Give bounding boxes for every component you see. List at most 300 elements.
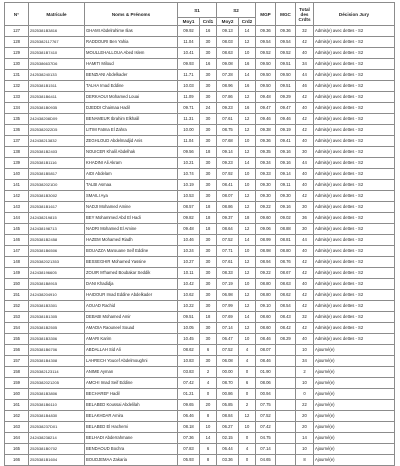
cell-decision: Ajourné(e)	[314, 422, 395, 433]
cell-crd1: 0	[200, 389, 217, 400]
cell-num: 146	[5, 235, 29, 246]
cell-name: BECHAREF Hadil	[85, 389, 178, 400]
cell-crd1: 30	[200, 158, 217, 169]
cell-crd1: 30	[200, 235, 217, 246]
cell-num: 147	[5, 246, 29, 257]
results-table	[4, 2, 395, 466]
col-header-mgc: MGC	[276, 3, 296, 26]
cell-mgp: 09.36	[256, 136, 276, 147]
cell-moy1: 07.83	[178, 444, 200, 455]
cell-decision: Ajourné(e)	[314, 367, 395, 378]
cell-total-credits: 22	[296, 400, 314, 411]
cell-moy1: 10.24	[178, 246, 200, 257]
cell-crd1: 16	[200, 26, 217, 37]
cell-name: BOUAZZA Marouane Seif Eddine	[85, 246, 178, 257]
cell-moy2: 09.14	[217, 147, 239, 158]
table-row	[5, 70, 395, 81]
cell-mgc: 09.54	[276, 37, 296, 48]
cell-moy2: 06.47	[217, 334, 239, 345]
cell-moy1: 09.65	[178, 400, 200, 411]
table-row	[5, 367, 395, 378]
cell-total-credits: 42	[296, 191, 314, 202]
table-row	[5, 246, 395, 257]
cell-matricule: 2525381B0702	[29, 444, 85, 455]
table-row	[5, 26, 395, 37]
cell-moy2: 07.92	[217, 169, 239, 180]
table-row	[5, 422, 395, 433]
cell-crd2: 0	[239, 455, 256, 466]
cell-total-credits: 40	[296, 103, 314, 114]
cell-num: 166	[5, 455, 29, 466]
cell-crd1: 30	[200, 334, 217, 345]
cell-moy1: 09.56	[178, 147, 200, 158]
cell-mgp: 09.35	[256, 147, 276, 158]
cell-moy1: 08.18	[178, 422, 200, 433]
cell-matricule: 2525381B2458	[29, 235, 85, 246]
cell-mgc: 09.51	[276, 81, 296, 92]
cell-num: 129	[5, 48, 29, 59]
cell-matricule: 2525382021205	[29, 378, 85, 389]
cell-mgc	[276, 367, 296, 378]
cell-decision: Ajourné(e)	[314, 389, 395, 400]
cell-mgp: 09.50	[256, 81, 276, 92]
table-row	[5, 158, 395, 169]
cell-mgp: 08.07	[256, 345, 276, 356]
table-row	[5, 147, 395, 158]
cell-num: 136	[5, 125, 29, 136]
cell-matricule: 2525381B1116	[29, 158, 85, 169]
table-row	[5, 48, 395, 59]
cell-mgc: 09.50	[276, 70, 296, 81]
cell-mgc: 09.30	[276, 191, 296, 202]
table-row	[5, 81, 395, 92]
cell-moy1: 01.21	[178, 389, 200, 400]
cell-moy1: 11.04	[178, 136, 200, 147]
cell-num: 165	[5, 444, 29, 455]
cell-crd1: 14	[200, 433, 217, 444]
table-row	[5, 257, 395, 268]
cell-moy2: 07.61	[217, 114, 239, 125]
cell-mgc: 08.81	[276, 235, 296, 246]
cell-matricule: 2525381B6506	[29, 246, 85, 257]
cell-crd1: 6	[200, 345, 217, 356]
cell-num: 134	[5, 103, 29, 114]
cell-decision: Admis(e) avec dettes - S2	[314, 312, 395, 323]
cell-mgp: 09.47	[256, 103, 276, 114]
cell-matricule: 2525381B1305	[29, 312, 85, 323]
cell-matricule: 2525381B8915	[29, 279, 85, 290]
cell-matricule: 2525381B1604	[29, 455, 85, 466]
col-header-decision: Décision Jury	[314, 3, 395, 26]
col-header-moy2: Moy2	[217, 18, 239, 26]
cell-decision: Admis(e) avec dettes - S2	[314, 92, 395, 103]
cell-mgp: 04.65	[256, 455, 276, 466]
cell-total-credits: 32	[296, 26, 314, 37]
table-row	[5, 191, 395, 202]
cell-moy2: 07.61	[217, 257, 239, 268]
cell-mgc: 09.41	[276, 136, 296, 147]
cell-total-credits: 34	[296, 356, 314, 367]
cell-mgp: 09.54	[256, 37, 276, 48]
cell-moy1: 11.09	[178, 92, 200, 103]
cell-decision: Admis(e) avec dettes - S2	[314, 213, 395, 224]
cell-matricule: 2525381B3806	[29, 389, 85, 400]
cell-moy1: 10.11	[178, 268, 200, 279]
cell-num: 139	[5, 158, 29, 169]
cell-crd1: 30	[200, 125, 217, 136]
cell-moy2: 08.64	[217, 224, 239, 235]
table-row	[5, 301, 395, 312]
cell-matricule: 2525382117767	[29, 37, 85, 48]
cell-crd2: 18	[239, 213, 256, 224]
cell-name: NOUICER Khalil Abdelhak	[85, 147, 178, 158]
cell-decision: Admis(e) avec dettes - S2	[314, 169, 395, 180]
cell-name: BESSEGHIR Mohamed Yassine	[85, 257, 178, 268]
cell-matricule: 242438208D09	[29, 114, 85, 125]
cell-moy2: 05.85	[217, 400, 239, 411]
cell-mgc: 08.80	[276, 246, 296, 257]
table-row	[5, 180, 395, 191]
cell-mgc: 08.63	[276, 279, 296, 290]
cell-crd2: 12	[239, 257, 256, 268]
cell-mgc	[276, 400, 296, 411]
cell-crd1: 10	[200, 422, 217, 433]
cell-moy1: 03.83	[178, 367, 200, 378]
cell-num: 161	[5, 400, 29, 411]
cell-decision: Admis(e) avec dettes - S2	[314, 257, 395, 268]
cell-mgp: 08.60	[256, 323, 276, 334]
cell-total-credits: 0	[296, 389, 314, 400]
cell-decision: Admis(e) avec dettes - S2	[314, 81, 395, 92]
cell-crd1: 30	[200, 48, 217, 59]
cell-name: BELABED Koussai Abdelilah	[85, 400, 178, 411]
table-row	[5, 334, 395, 345]
cell-num: 140	[5, 169, 29, 180]
cell-crd2: 10	[239, 48, 256, 59]
cell-moy1: 08.62	[178, 345, 200, 356]
cell-moy2: 07.19	[217, 279, 239, 290]
cell-mgc: 09.16	[276, 147, 296, 158]
cell-name: BELABED El Hachemi	[85, 422, 178, 433]
cell-matricule: 242438238214	[29, 433, 85, 444]
cell-crd1: 30	[200, 356, 217, 367]
col-header-s2: S2	[217, 3, 256, 18]
cell-crd1: 18	[200, 213, 217, 224]
cell-mgc: 09.51	[276, 59, 296, 70]
cell-matricule: 2525386637D6	[29, 59, 85, 70]
table-row	[5, 389, 395, 400]
cell-mgc: 08.43	[276, 312, 296, 323]
table-row	[5, 169, 395, 180]
cell-moy1: 10.42	[178, 279, 200, 290]
cell-crd1: 30	[200, 92, 217, 103]
cell-mgp: 09.50	[256, 59, 276, 70]
cell-decision: Admis(e) avec dettes - S2	[314, 114, 395, 125]
cell-name: ZEGHLOUD Abdelmadjid Anis	[85, 136, 178, 147]
cell-crd2: 12	[239, 37, 256, 48]
cell-matricule: 2525382022D5	[29, 125, 85, 136]
cell-mgp: 09.22	[256, 202, 276, 213]
cell-mgp: 08.80	[256, 279, 276, 290]
cell-moy2: 06.44	[217, 444, 239, 455]
table-row	[5, 323, 395, 334]
cell-moy2: 00.86	[217, 389, 239, 400]
cell-mgp: 09.38	[256, 125, 276, 136]
cell-name: AMADIA Raouneel Souad	[85, 323, 178, 334]
cell-moy2: 06.08	[217, 356, 239, 367]
cell-name: ABDALLAH Sid Ali	[85, 345, 178, 356]
cell-matricule: 242438204910	[29, 290, 85, 301]
cell-total-credits: 42	[296, 301, 314, 312]
cell-mgp: 09.06	[256, 224, 276, 235]
cell-decision: Admis(e) avec dettes - S2	[314, 246, 395, 257]
cell-decision: Ajourné(e)	[314, 455, 395, 466]
cell-mgc: 08.54	[276, 301, 296, 312]
cell-mgc: 09.02	[276, 213, 296, 224]
cell-mgc	[276, 389, 296, 400]
cell-total-credits: 40	[296, 279, 314, 290]
cell-moy2: 07.68	[217, 136, 239, 147]
cell-crd1: 6	[200, 444, 217, 455]
cell-crd2: 10	[239, 136, 256, 147]
cell-moy2: 07.52	[217, 345, 239, 356]
cell-total-credits: 40	[296, 334, 314, 345]
cell-crd2: 12	[239, 323, 256, 334]
table-row	[5, 433, 395, 444]
table-row	[5, 37, 395, 48]
cell-num: 148	[5, 257, 29, 268]
cell-num: 155	[5, 334, 29, 345]
cell-num: 128	[5, 37, 29, 48]
col-header-matricule: Matricule	[29, 3, 85, 26]
cell-moy1: 09.92	[178, 26, 200, 37]
cell-crd2: 16	[239, 81, 256, 92]
cell-crd2: 14	[239, 235, 256, 246]
cell-total-credits: 42	[296, 290, 314, 301]
cell-mgp: 09.30	[256, 191, 276, 202]
cell-num: 152	[5, 301, 29, 312]
cell-crd1: 30	[200, 279, 217, 290]
table-row	[5, 279, 395, 290]
cell-total-credits: 30	[296, 202, 314, 213]
cell-mgc: 09.19	[276, 125, 296, 136]
cell-crd2: 14	[239, 70, 256, 81]
cell-crd1: 20	[200, 400, 217, 411]
cell-name: GHAMI Abdelrahime Ilias	[85, 26, 178, 37]
table-row	[5, 125, 395, 136]
cell-num: 159	[5, 378, 29, 389]
cell-matricule: 2525381B6706	[29, 345, 85, 356]
cell-moy1: 10.27	[178, 257, 200, 268]
cell-matricule: 2525382021353	[29, 257, 85, 268]
cell-name: MOULLEHALLOUA Abed Islem	[85, 48, 178, 59]
cell-mgc	[276, 345, 296, 356]
cell-total-credits: 10	[296, 444, 314, 455]
cell-total-credits: 44	[296, 235, 314, 246]
cell-crd1: 30	[200, 169, 217, 180]
table-row	[5, 411, 395, 422]
cell-crd2: 10	[239, 279, 256, 290]
cell-total-credits: 44	[296, 70, 314, 81]
cell-total-credits: 40	[296, 180, 314, 191]
cell-name: SMAILI Aya	[85, 191, 178, 202]
cell-decision: Admis(e) avec dettes - S2	[314, 158, 395, 169]
cell-name: BENDAOUD Bochra	[85, 444, 178, 455]
cell-moy1: 07.36	[178, 433, 200, 444]
cell-mgc	[276, 433, 296, 444]
col-header-crd2: Crd2	[239, 18, 256, 26]
cell-mgp: 09.30	[256, 180, 276, 191]
cell-moy2: 08.07	[217, 191, 239, 202]
cell-moy2: 00.00	[217, 367, 239, 378]
cell-decision: Admis(e) avec dettes - S2	[314, 202, 395, 213]
cell-moy2: 07.86	[217, 92, 239, 103]
cell-crd1: 8	[200, 455, 217, 466]
cell-name: HAMITI Miloud	[85, 59, 178, 70]
cell-name: BEY Mohammed Abd El Hadi	[85, 213, 178, 224]
cell-crd1: 30	[200, 81, 217, 92]
cell-crd1: 16	[200, 59, 217, 70]
cell-num: 135	[5, 114, 29, 125]
cell-total-credits: 42	[296, 37, 314, 48]
col-header-s1: S1	[178, 3, 217, 18]
cell-moy2: 03.36	[217, 455, 239, 466]
cell-crd2: 4	[239, 444, 256, 455]
cell-mgp: 09.33	[256, 169, 276, 180]
cell-moy1: 06.46	[178, 411, 200, 422]
cell-mgp: 08.98	[256, 246, 276, 257]
cell-moy1: 10.00	[178, 125, 200, 136]
cell-moy1: 10.74	[178, 169, 200, 180]
cell-decision: Ajourné(e)	[314, 444, 395, 455]
cell-moy2: 08.03	[217, 37, 239, 48]
cell-total-credits: 34	[296, 59, 314, 70]
cell-moy2: 02.15	[217, 433, 239, 444]
results-sheet	[4, 2, 394, 466]
cell-crd2: 16	[239, 59, 256, 70]
cell-decision: Admis(e) avec dettes - S2	[314, 136, 395, 147]
cell-mgp: 09.34	[256, 158, 276, 169]
table-row	[5, 400, 395, 411]
cell-num: 137	[5, 136, 29, 147]
cell-decision: Admis(e) avec dettes - S2	[314, 103, 395, 114]
cell-moy1: 09.48	[178, 224, 200, 235]
cell-total-credits: 30	[296, 147, 314, 158]
cell-moy2: 06.98	[217, 290, 239, 301]
cell-matricule: 242438219815	[29, 213, 85, 224]
cell-crd1: 30	[200, 301, 217, 312]
table-row	[5, 103, 395, 114]
cell-name: BENZIANI Abdelkader	[85, 70, 178, 81]
cell-moy1: 07.42	[178, 378, 200, 389]
cell-mgp: 08.80	[256, 290, 276, 301]
cell-mgc: 08.62	[276, 290, 296, 301]
cell-total-credits: 14	[296, 433, 314, 444]
cell-decision: Admis(e) avec dettes - S2	[314, 323, 395, 334]
cell-matricule: 252538237D01	[29, 422, 85, 433]
col-header-mgp: MGP	[256, 3, 276, 26]
cell-total-credits: 40	[296, 136, 314, 147]
cell-crd1: 30	[200, 257, 217, 268]
cell-num: 149	[5, 268, 29, 279]
cell-mgc: 09.47	[276, 103, 296, 114]
cell-decision: Admis(e) avec dettes - S2	[314, 180, 395, 191]
cell-num: 150	[5, 279, 29, 290]
cell-moy2: 09.13	[217, 26, 239, 37]
cell-total-credits: 30	[296, 224, 314, 235]
table-row	[5, 235, 395, 246]
col-header-crd1: Crd1	[200, 18, 217, 26]
cell-mgp: 09.52	[256, 48, 276, 59]
cell-decision: Admis(e) avec dettes - S2	[314, 70, 395, 81]
cell-num: 127	[5, 26, 29, 37]
cell-mgp: 09.10	[256, 301, 276, 312]
cell-num: 163	[5, 422, 29, 433]
cell-crd1: 30	[200, 191, 217, 202]
cell-mgp: 09.48	[256, 92, 276, 103]
col-header-name: Noms & Prénoms	[85, 3, 178, 26]
cell-matricule: 2525381B2403	[29, 147, 85, 158]
cell-mgp: 08.46	[256, 334, 276, 345]
cell-moy2: 06.27	[217, 422, 239, 433]
cell-total-credits: 44	[296, 158, 314, 169]
cell-num: 162	[5, 411, 29, 422]
cell-moy2: 09.37	[217, 213, 239, 224]
cell-moy1: 10.83	[178, 356, 200, 367]
cell-decision: Ajourné(e)	[314, 400, 395, 411]
cell-matricule: 2525381B3816	[29, 26, 85, 37]
cell-crd2: 4	[239, 345, 256, 356]
table-row	[5, 136, 395, 147]
cell-mgc: 09.36	[276, 26, 296, 37]
cell-mgc	[276, 411, 296, 422]
cell-moy2: 08.86	[217, 202, 239, 213]
cell-matricule: 2525381B5817	[29, 169, 85, 180]
table-row	[5, 213, 395, 224]
cell-crd2: 12	[239, 224, 256, 235]
cell-matricule: 242538240133	[29, 70, 85, 81]
cell-name: KHADINI Ali Akram	[85, 158, 178, 169]
cell-total-credits: 40	[296, 169, 314, 180]
cell-moy2: 08.63	[217, 48, 239, 59]
cell-crd2: 6	[239, 378, 256, 389]
cell-mgc: 08.88	[276, 224, 296, 235]
cell-moy1: 10.21	[178, 158, 200, 169]
cell-matricule: 2525381B1511	[29, 81, 85, 92]
cell-name: BENAMEUR Ibrahim Elkhalil	[85, 114, 178, 125]
cell-total-credits: 42	[296, 114, 314, 125]
cell-matricule: 242438213832	[29, 136, 85, 147]
cell-crd2: 10	[239, 180, 256, 191]
cell-decision: Admis(e) avec dettes - S2	[314, 334, 395, 345]
table-row	[5, 378, 395, 389]
cell-mgp: 07.42	[256, 422, 276, 433]
cell-moy1: 10.05	[178, 323, 200, 334]
cell-num: 138	[5, 147, 29, 158]
cell-num: 157	[5, 356, 29, 367]
cell-moy2: 08.75	[217, 125, 239, 136]
table-row	[5, 224, 395, 235]
cell-crd1: 30	[200, 136, 217, 147]
cell-crd1: 2	[200, 367, 217, 378]
cell-moy2: 08.41	[217, 180, 239, 191]
cell-total-credits: 36	[296, 213, 314, 224]
cell-crd1: 30	[200, 180, 217, 191]
cell-num: 153	[5, 312, 29, 323]
cell-decision: Admis(e) avec dettes - S2	[314, 301, 395, 312]
cell-total-credits: 20	[296, 422, 314, 433]
cell-crd1: 24	[200, 103, 217, 114]
